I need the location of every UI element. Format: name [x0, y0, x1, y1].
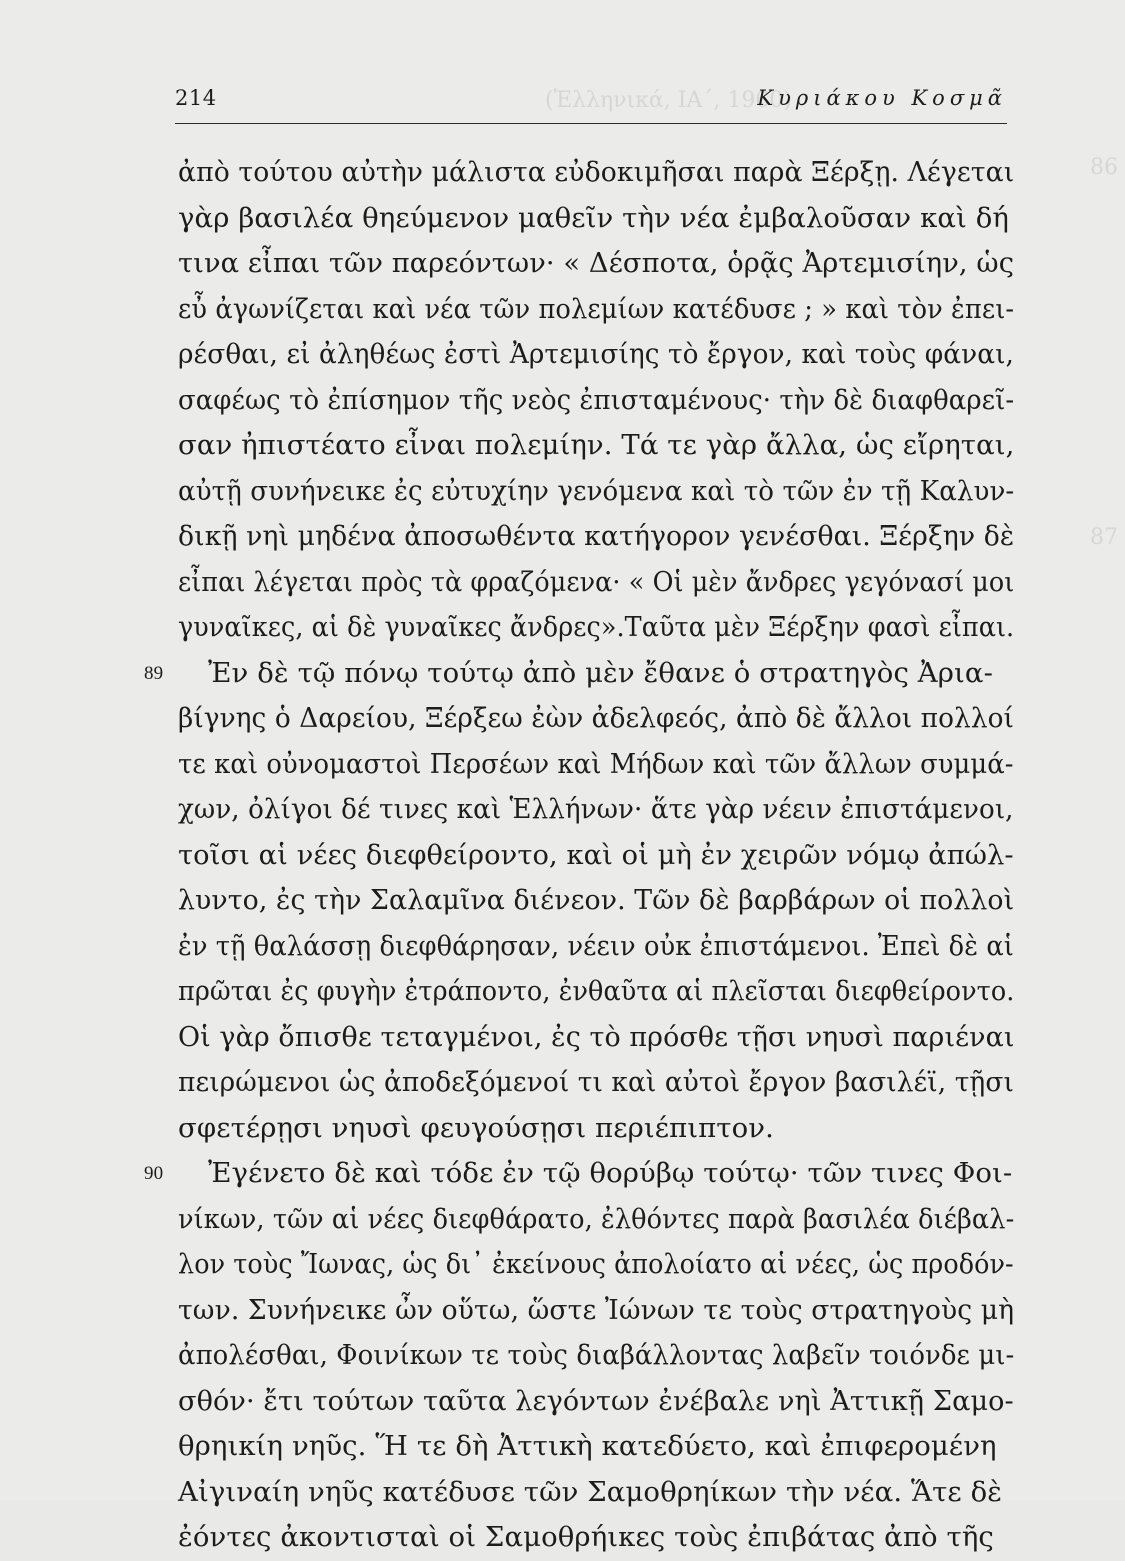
text-line: πειρώμενοι ὡς ἀποδεξόμενοί τι καὶ αὐτοὶ ἔργον βασιλέϊ, τῇσι	[178, 1066, 1014, 1098]
text-line: ἐν τῇ θαλάσσῃ διεφθάρησαν, νέειν οὐκ ἐπιστάμενοι. Ἐπεὶ δὲ αἱ	[178, 929, 1014, 962]
bleed-through-number: 86	[1090, 155, 1118, 180]
text-line: χων, ὀλίγοι δέ τινες καὶ Ἑλλήνων· ἅτε γὰρ νέειν ἐπιστάμενοι,	[178, 793, 1014, 825]
text-line: δικῇ νηὶ μηδένα ἀποσωθέντα κατήγορον γενέσθαι. Ξέρξην δὲ	[178, 520, 1015, 552]
bleed-through-text: (Ἑλληνικά, ΙΑ΄, 1960)	[545, 88, 792, 113]
page-number: 214	[175, 86, 217, 110]
text-line: τοῖσι αἱ νέες διεφθείροντο, καὶ οἱ μὴ ἐν χειρῶν νόμῳ ἀπώλ-	[178, 838, 1014, 871]
text-line: εὖ ἀγωνίζεται καὶ νέα τῶν πολεμίων κατέδυσε ; » καὶ τὸν ἐπει-	[178, 292, 1015, 325]
text-line: βίγνης ὁ Δαρείου, Ξέρξεω ἐὼν ἀδελφεός, ἀπὸ δὲ ἄλλοι πολλοί	[178, 702, 1014, 734]
running-head: Κυριάκου Κοσμᾶ	[757, 86, 1007, 110]
text-line: ἐόντες ἀκοντισταὶ οἱ Σαμοθρήικες τοὺς ἐπιβάτας ἀπὸ τῆς	[178, 1521, 994, 1553]
text-line: γυναῖκες, αἱ δὲ γυναῖκες ἄνδρες».Ταῦτα μὲν Ξέρξην φασὶ εἶπαι.	[178, 611, 1015, 643]
bleed-through-number: 87	[1090, 525, 1118, 550]
page-header	[175, 86, 1007, 120]
text-line: ἀπολέσθαι, Φοινίκων τε τοὺς διαβάλλοντας λαβεῖν τοιόνδε μι-	[178, 1339, 1015, 1371]
text-line: εἶπαι λέγεται πρὸς τὰ φραζόμενα· « Οἱ μὲν ἄνδρες γεγόνασί μοι	[178, 565, 1015, 598]
text-line: λυντο, ἐς τὴν Σαλαμῖνα διένεον. Τῶν δὲ βαρβάρων οἱ πολλοὶ	[178, 884, 1015, 916]
text-line: Ἐγένετο δὲ καὶ τόδε ἐν τῷ θορύβῳ τούτῳ· τῶν τινες Φοι-	[208, 1157, 1013, 1189]
text-line: πρῶται ἐς φυγὴν ἐτράποντο, ἐνθαῦτα αἱ πλεῖσται διεφθείροντο.	[178, 975, 1015, 1007]
section-number: 89	[144, 662, 164, 684]
text-line: λον τοὺς Ἴωνας, ὡς δι᾿ ἐκείνους ἀπολοίατο αἱ νέες, ὡς προδόν-	[178, 1248, 1014, 1280]
text-line: σθόν· ἔτι τούτων ταῦτα λεγόντων ἐνέβαλε νηὶ Ἀττικῇ Σαμο-	[178, 1384, 1014, 1417]
text-line: τινα εἶπαι τῶν παρεόντων· « Δέσποτα, ὁρᾷς Ἀρτεμισίην, ὡς	[178, 247, 1015, 279]
text-line: Ἐν δὲ τῷ πόνῳ τούτῳ ἀπὸ μὲν ἔθανε ὁ στρατηγὸς Ἀρια-	[208, 656, 993, 689]
section-number: 90	[144, 1163, 164, 1184]
text-line: γὰρ βασιλέα θηεύμενον μαθεῖν τὴν νέα ἐμβαλοῦσαν καὶ δή	[178, 201, 1010, 234]
text-line: τε καὶ οὐνομαστοὶ Περσέων καὶ Μήδων καὶ τῶν ἄλλων συμμά-	[178, 747, 1014, 780]
header-rule	[175, 123, 1007, 124]
section-89-line	[144, 651, 1014, 697]
body-text	[144, 150, 1015, 1561]
text-line: θρηικίη νηῦς. Ἥ τε δὴ Ἀττικὴ κατεδύετο, καὶ ἐπιφερομένη	[178, 1430, 997, 1462]
section-90-line	[144, 1151, 1014, 1197]
text-line: σφετέρῃσι νηυσὶ φευγούσῃσι περιέπιπτον.	[178, 1111, 774, 1144]
text-line: σαφέως τὸ ἐπίσημον τῆς νεὸς ἐπισταμένους· τὴν δὲ διαφθαρεῖ-	[178, 383, 1015, 416]
text-line: των. Συνήνεικε ὦν οὕτω, ὥστε Ἰώνων τε τοὺς στρατηγοὺς μὴ	[178, 1293, 1015, 1326]
text-line: ρέσθαι, εἰ ἀληθέως ἐστὶ Ἀρτεμισίης τὸ ἔργον, καὶ τοὺς φάναι,	[178, 338, 1014, 370]
text-line: Αἰγιναίη νηῦς κατέδυσε τῶν Σαμοθρηίκων τὴν νέα. Ἅτε δὲ	[178, 1475, 1003, 1508]
text-line: ἀπὸ τούτου αὐτὴν μάλιστα εὐδοκιμῆσαι παρὰ Ξέρξῃ. Λέγεται	[178, 156, 1015, 188]
text-line: αὐτῇ συνήνεικε ἐς εὐτυχίην γενόμενα καὶ τὸ τῶν ἐν τῇ Καλυν-	[178, 474, 1015, 507]
text-line: Οἱ γὰρ ὄπισθε τεταγμένοι, ἐς τὸ πρόσθε τῇσι νηυσὶ παριέναι	[178, 1020, 1015, 1053]
text-line: σαν ἠπιστέατο εἶναι πολεμίην. Τά τε γὰρ ἄλλα, ὡς εἴρηται,	[178, 429, 1015, 461]
text-line: νίκων, τῶν αἱ νέες διεφθάρατο, ἐλθόντες παρὰ βασιλέα διέβαλ-	[178, 1202, 1015, 1235]
